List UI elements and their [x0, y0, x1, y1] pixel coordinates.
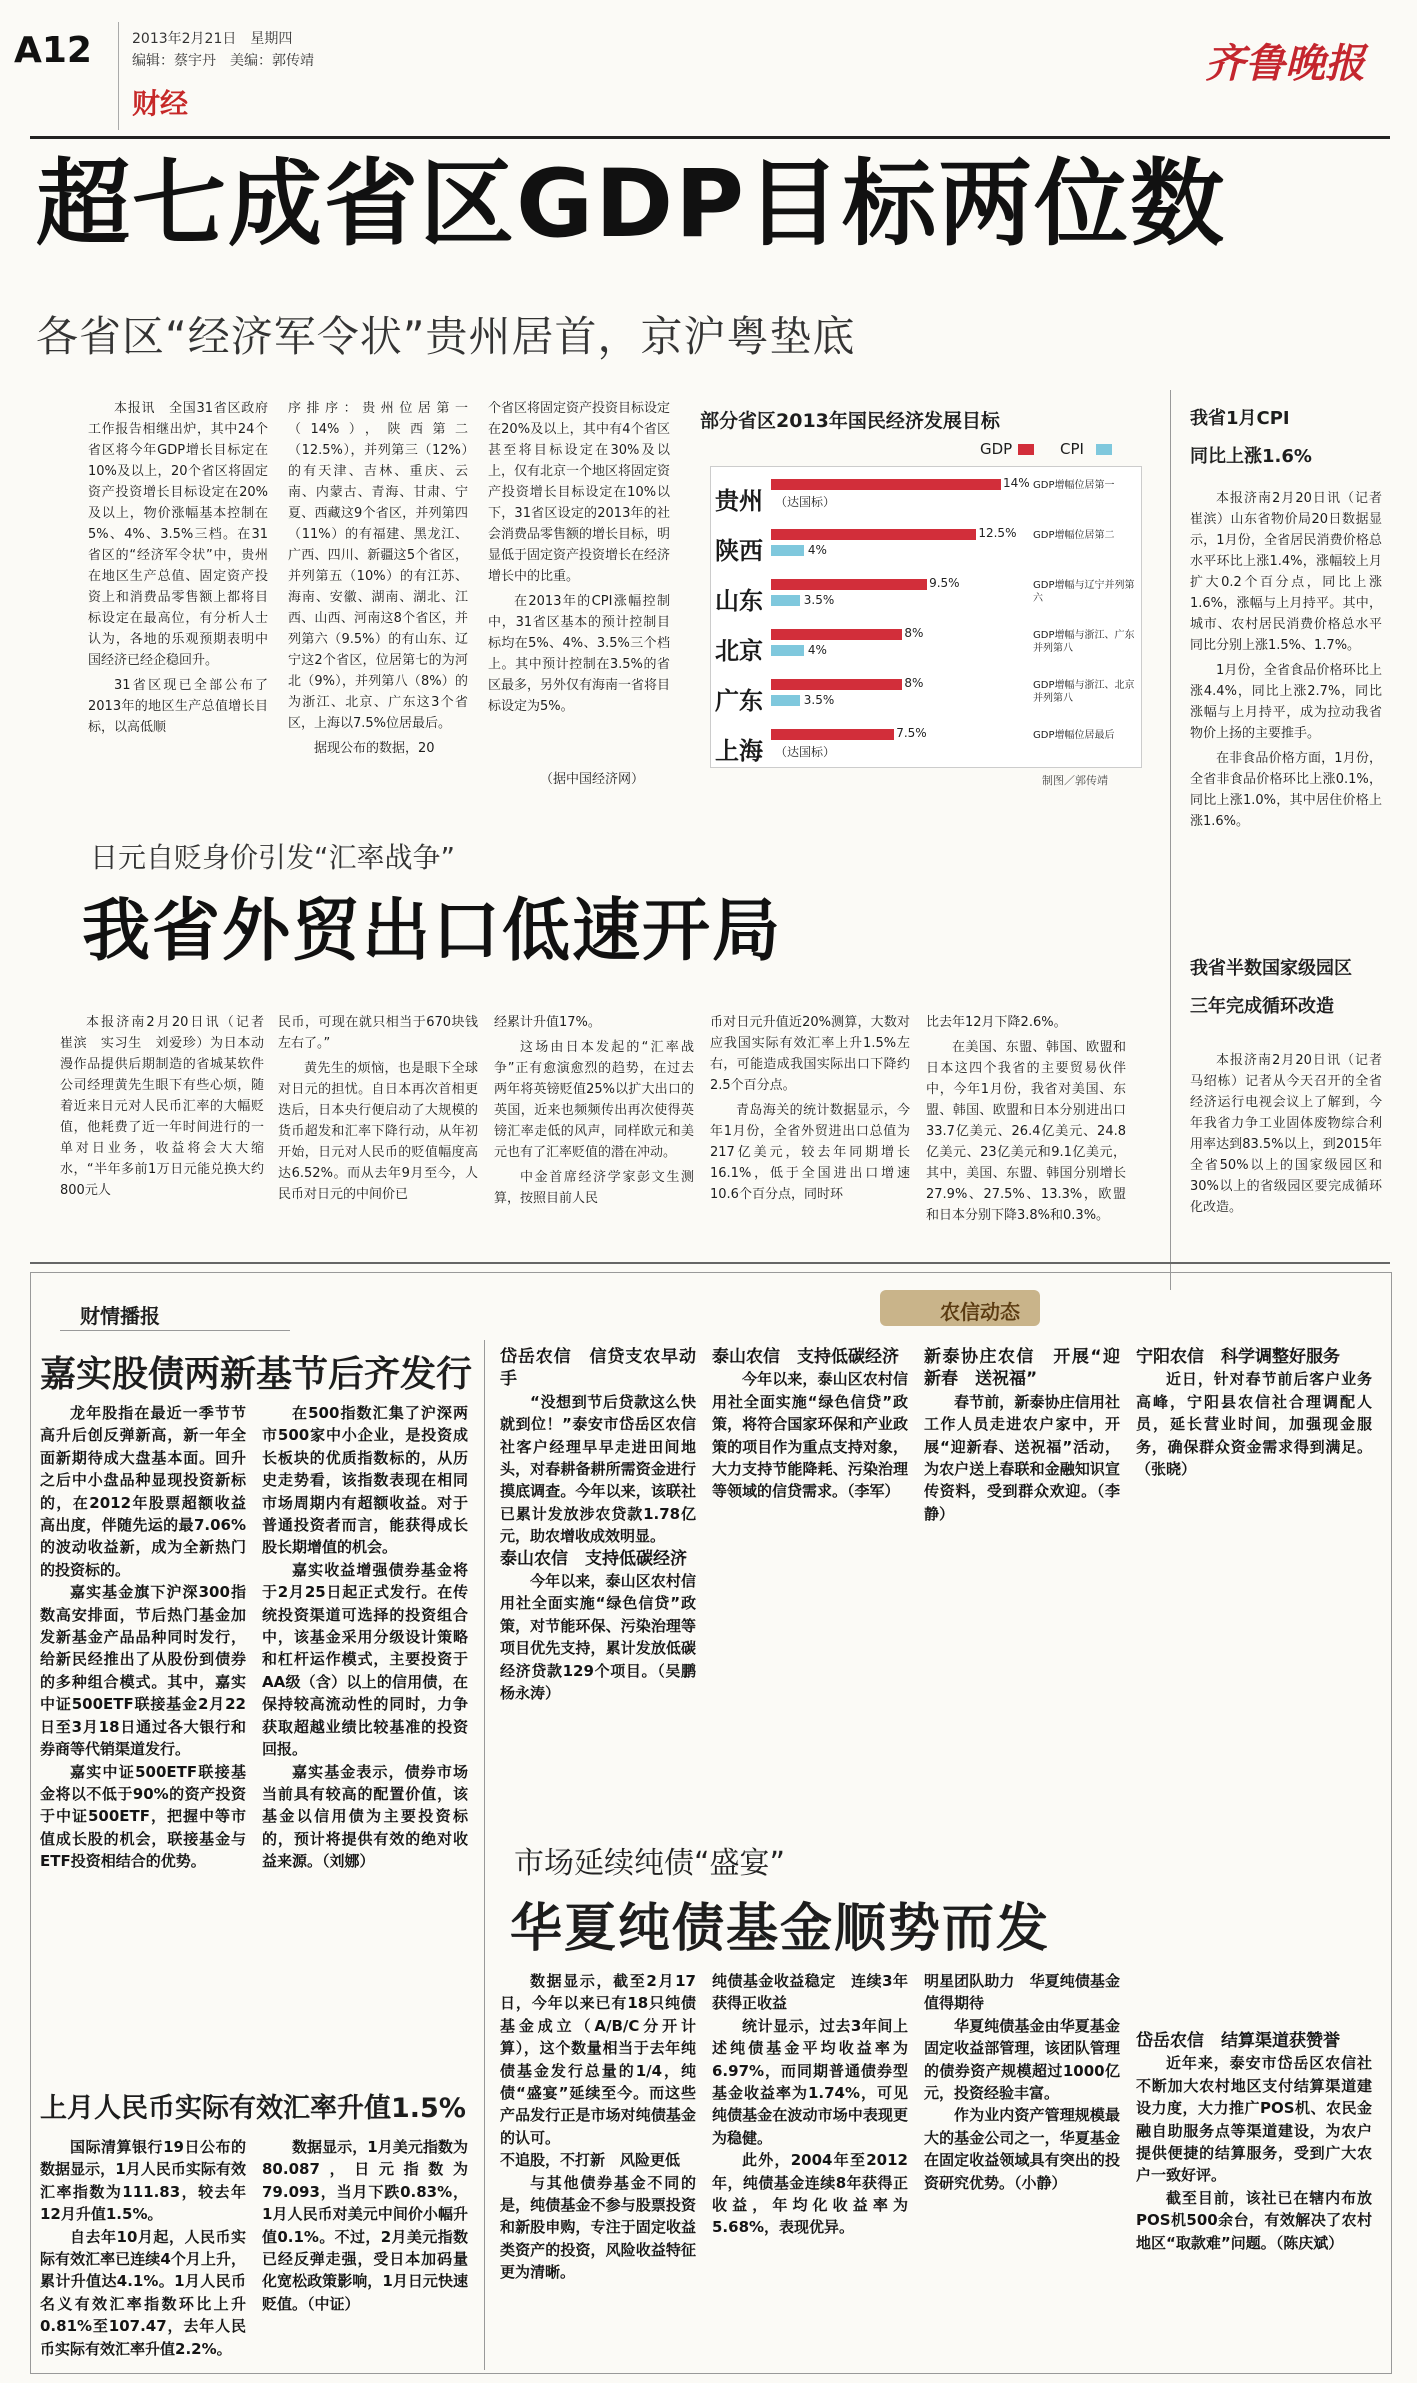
bond-col-2 — [712, 1970, 908, 2370]
paragraph: 嘉实基金表示，债券市场当前具有较高的配置价值，该基金以信用债为主要投资标的，预计将提供有效的绝对收益来源。（刘娜） — [262, 1762, 468, 1871]
paragraph: 岱岳农信 结算渠道获赞誉 — [1136, 2031, 1340, 2051]
bond-title: 华夏纯债基金顺势而发 — [510, 1886, 1060, 1961]
trade-col-3 — [494, 1012, 694, 1244]
rmb-col-2 — [262, 2136, 468, 2362]
nongxin-tag-label: 农信动态 — [940, 1300, 1020, 1324]
gdp-value-label: 8% — [904, 676, 924, 690]
chart-annotation: GDP增幅位居最后 — [1033, 730, 1115, 741]
paragraph: 在2013年的CPI涨幅控制中，31省区基本的预计控制目标均在5%、4%、3.5%三个档上。其中预计控制在3.5%的省区最多，另外仅有海南一省将目标设定为5%。 — [488, 594, 671, 714]
paragraph: 宁阳农信 科学调整好服务 — [1136, 1347, 1340, 1367]
trade-title: 我省外贸出口低速开局 — [82, 892, 783, 971]
gdp-chart — [690, 396, 1152, 796]
gdp-bar — [771, 579, 927, 590]
paragraph: 据现公布的数据，20 — [314, 741, 435, 756]
paragraph: 作为业内资产管理规模最大的基金公司之一，华夏基金在固定收益领域具有突出的投资研究优势。（小静） — [924, 2106, 1120, 2192]
paragraph: 在美国、东盟、韩国、欧盟和日本这四个我省的主要贸易伙伴中，今年1月份，我省对美国、东盟、韩国、欧盟和日本分别进出口33.7亿美元、26.4亿美元、24.8亿美元、23亿美元和9.1亿美元，其中，美国、东盟、韩国分别增长27.9%、27.5%、13.3%，欧盟和日本分别下降3.8%和0.3%。 — [926, 1040, 1126, 1223]
gdp-value-label: 12.5% — [978, 526, 1017, 540]
gdp-bar — [771, 529, 976, 540]
cpi-bar — [771, 545, 804, 556]
paragraph: 近日，针对春节前后客户业务高峰，宁阳县农信社合理调配人员，延长营业时间，加强现金服务，确保群众资金需求得到满足。（张晓） — [1136, 1370, 1372, 1479]
fund-title: 嘉实股债两新基节后齐发行 — [40, 1354, 473, 1395]
lead-source: （据中国经济网） — [540, 772, 645, 787]
cpi-value-label: 4% — [807, 543, 827, 557]
paragraph: 本报济南2月20日讯（记者 崔滨 实习生 刘爱珍）为日本动漫作品提供后期制造的省城某软件公司经理黄先生眼下有些心烦，随着近来日元对人民币汇率的大幅贬值，他耗费了近一年时间进行的一单对日业务，收益将会大大缩水，“半年多前1万日元能兑换大约800元人 — [60, 1015, 278, 1198]
paragraph: 本报济南2月20日讯（记者 崔滨）山东省物价局20日数据显示，1月份，全省居民消费价格总水平环比上涨1.4%，涨幅较上月扩大0.2个百分点，同比上涨1.6%，涨幅与上月持平。其中，城市、农村居民消费价格总水平同比分别上涨1.5%、1.7%。 — [1190, 491, 1396, 653]
paragraph: 嘉实中证500ETF联接基金将以不低于90%的资产投资于中证500ETF，把握中等市值成长股的机会，联接基金与ETF投资相结合的优势。 — [40, 1762, 246, 1871]
bond-col-3 — [924, 1970, 1120, 2370]
lead-col-1 — [88, 398, 268, 790]
paragraph: 纯债基金收益稳定 连续3年获得正收益 — [712, 1972, 908, 2013]
cpi-value-label: 3.5% — [803, 593, 835, 607]
gdp-bar — [771, 679, 902, 690]
paragraph: 黄先生的烦恼，也是眼下全球对日元的担忧。自日本再次首相更迭后，日本央行便启动了大规模的货币超发和汇率下降行动，从年初开始，日元对人民币的贬值幅度高达6.52%。而从去年9月至今，人民币对日元的中间价已 — [278, 1061, 478, 1202]
paragraph: 青岛海关的统计数据显示，今年1月份，全省外贸进出口总值为217亿美元，较去年同期增长16.1%，低于全国进出口增速10.6个百分点，同时环 — [710, 1103, 910, 1202]
lead-col-2 — [288, 398, 468, 790]
paragraph: 本报讯 全国31省区政府工作报告相继出炉，其中24个省区将今年GDP增长目标定在10%及以上，20个省区将固定资产投资增长目标设定在20%及以上，物价涨幅基本控制在5%、4%、3.5%三档。在31省区的“经济军令状”中，贵州在地区生产总值、固定资产投资上和消费品零售额上都将目标设定在最高位，有分析人士认为，各地的乐观预期表明中国经济已经企稳回升。 — [88, 401, 268, 668]
paragraph: 本报济南2月20日讯（记者 马绍栋）记者从今天召开的全省经济运行电视会议上了解到，今年我省力争工业固体废物综合利用率达到83.5%以上，到2015年全省50%以上的国家级园区和30%以上的省级园区要完成循环化改造。 — [1190, 1053, 1396, 1215]
chart-credit: 制图／郭传靖 — [1042, 774, 1108, 787]
category-label: 山东 — [715, 587, 763, 615]
editor-line: 编辑：蔡宇丹 美编：郭传靖 — [132, 53, 314, 69]
category-label: 贵州 — [715, 487, 763, 515]
chart-annotation: GDP增幅与辽宁并列第六 — [1033, 580, 1135, 604]
top-rule — [30, 136, 1390, 139]
paragraph: 个省区将固定资产投资目标设定在20%及以上，其中有4个省区甚至将目标设定在30%及以上，仅有北京一个地区将固定资产投资增长目标设定在10%以下，31省区设定的2013年的社会消费品零售额的增长目标，明显低于固定资产投资增长在经济增长中的比重。 — [488, 401, 671, 584]
paragraph: 泰山农信 支持低碳经济 — [500, 1548, 687, 1569]
paragraph: 币对日元升值近20%测算，大数对应我国实际有效汇率上升1.5%左右，可能造成我国实际出口下降约2.5个百分点。 — [710, 1015, 910, 1093]
cpi-story-title: 我省1月CPI 同比上涨1.6% — [1190, 408, 1312, 467]
paragraph: 嘉实收益增强债券基金将于2月25日起正式发行。在传统投资渠道可选择的投资组合中，该基金采用分级设计策略和杠杆运作模式，主要投资于AA级（含）以上的信用债，在保持较高流动性的同时，力争获取超越业绩比较基准的投资回报。 — [262, 1560, 468, 1759]
paragraph: 近年来，泰安市岱岳区农信社不断加大农村地区支付结算渠道建设力度，大力推广POS机、农民金融自助服务点等渠道建设，为农户提供便捷的结算服务，受到广大农户一致好评。 — [1136, 2054, 1372, 2185]
finance-tag-label: 财情播报 — [80, 1304, 160, 1328]
chart-plot-area — [710, 466, 1142, 768]
paragraph: 数据显示，截至2月17日，今年以来已有18只纯债基金成立（A/B/C分开计算），这个数量相当于去年纯债基金发行总量的1/4，纯债“盛宴”延续至今。而这些产品发行正是市场对纯债基金的认可。 — [500, 1972, 696, 2147]
paragraph: 华夏纯债基金由华夏基金固定收益部管理，该团队管理的债券资产规模超过1000亿元，投资经验丰富。 — [924, 2016, 1120, 2103]
paragraph: 在500指数汇集了沪深两市500家中小企业，是投资成长板块的优质指数标的，从历史走势看，该指数表现在相同市场周期内有超额收益。对于普通投资者而言，能获得成长股长期增值的机会。 — [262, 1404, 468, 1557]
nongxin-col-4 — [1136, 1346, 1372, 2016]
paragraph: 龙年股指在最近一季节节高升后创反弹新高，新一年全面新期待成大盘基本面。回升之后中小盘品种显现投资新标的，在2012年股票超额收益高出度，伴随先运的最7.06%的波动收益新，成为全新热门的投资标的。 — [40, 1404, 246, 1579]
gdp-value-label: 8% — [904, 626, 924, 640]
paragraph: 明星团队助力 华夏纯债基金值得期待 — [924, 1972, 1120, 2013]
rmb-title: 上月人民币实际有效汇率升值1.5% — [40, 2093, 466, 2124]
legend-cpi-label: CPI — [1060, 440, 1084, 458]
chart-annotation: GDP增幅与浙江、北京并列第八 — [1033, 680, 1135, 704]
category-label: 广东 — [715, 687, 763, 715]
column-divider — [484, 1340, 485, 2370]
finance-tag — [60, 1296, 290, 1331]
trade-col-1 — [60, 1012, 278, 1244]
paragraph: 截至目前，该社已在辖内布放POS机500余台，有效解决了农村地区“取款难”问题。（陈庆斌） — [1136, 2188, 1372, 2252]
rmb-col-1 — [40, 2136, 246, 2362]
cpi-bar — [771, 595, 800, 606]
paragraph: 今年以来，泰山区农村信用社全面实施“绿色信贷”政策，对节能环保、污染治理等项目优先支持，累计发放低碳经济贷款129个项目。（吴鹏 杨永涛） — [500, 1572, 712, 1703]
column-divider — [1170, 390, 1171, 1290]
paragraph: 不追股，不打新 风险更低 — [500, 2151, 681, 2170]
trade-col-2 — [278, 1012, 478, 1244]
paragraph: “没想到节后贷款这么快就到位！”泰安市岱岳区农信社客户经理早早走进田间地头，对春耕备耕所需资金进行摸底调查。今年以来，该联社已累计发放涉农贷款1.78亿元，助农增收成效明显。 — [500, 1392, 696, 1546]
paragraph: 民币，可现在就只相当于670块钱左右了。” — [278, 1015, 478, 1051]
paragraph: 新泰协庄农信 开展“迎新春 送祝福” — [924, 1347, 1120, 1390]
lead-title: 超七成省区GDP目标两位数 — [36, 150, 1227, 259]
bond-col-4 — [1136, 2030, 1372, 2370]
gdp-value-label: 14% — [1003, 476, 1030, 490]
bond-col-1 — [500, 1970, 696, 2370]
park-story-body — [1190, 1050, 1396, 1250]
fund-col-2 — [262, 1402, 468, 2062]
category-label: 陕西 — [715, 537, 763, 565]
cpi-value-label: （达国标） — [775, 745, 836, 759]
nongxin-tag — [860, 1290, 1160, 1330]
cpi-value-label: 4% — [807, 643, 827, 657]
paragraph: 与其他债券基金不同的是，纯债基金不参与股票投资和新股申购，专注于固定收益类资产的投资，风险收益特征更为清晰。 — [500, 2173, 696, 2282]
paragraph: 春节前，新泰协庄信用社工作人员走进农户家中，开展“迎新春、送祝福”活动，为农户送上春联和金融知识宣传资料，受到群众欢迎。（李静） — [924, 1392, 1120, 1523]
paragraph: 序排序：贵州位居第一（14%），陕西第二（12.5%），并列第三（12%）的有天津、吉林、重庆、云南、内蒙古、青海、甘肃、宁夏、西藏这9个省区，并列第四（11%）的有福建、黑龙江、广西、四川、新疆这5个省区，并列第五（10%）的有江苏、海南、安徽、湖南、湖北、江西、山西、河南这8个省区，并列第六（9.5%）的有山东、辽宁这2个省区，位居第七的为河北（9%），并列第八（8%）的为浙江、北京、广东这3个省区，上海以7.5%位居最后。 — [288, 401, 468, 731]
page-number: A12 — [14, 30, 92, 71]
gdp-value-label: 7.5% — [896, 726, 927, 740]
cpi-bar — [771, 695, 800, 706]
chart-annotation: GDP增幅位居第一 — [1033, 480, 1115, 491]
paragraph: 中金首席经济学家彭文生测算，按照目前人民 — [494, 1170, 694, 1206]
gdp-bar — [771, 479, 1001, 490]
gdp-bar — [771, 729, 894, 740]
masthead-divider — [118, 22, 119, 130]
cpi-value-label: 3.5% — [803, 693, 835, 707]
paragraph: 岱岳农信 信贷支农早动手 — [500, 1347, 696, 1390]
paragraph: 自去年10月起，人民币实际有效汇率已连续4个月上升，累计升值达4.1%。1月人民币名义有效汇率指数环比上升0.81%至107.47，去年人民币实际有效汇率升值2.2%。 — [40, 2227, 246, 2358]
paragraph: 这场由日本发起的“汇率战争”正有愈演愈烈的趋势，在过去两年将英镑贬值25%以扩大出口的英国，近来也频频传出再次使得英镑汇率走低的风声，同样欧元和美元也有了汇率贬值的潜在冲动。 — [494, 1040, 694, 1160]
legend-gdp-swatch — [1018, 444, 1034, 455]
paragraph: 今年以来，泰山区农村信用社全面实施“绿色信贷”政策，将符合国家环保和产业政策的项目作为重点支持对象，大力支持节能降耗、污染治理等领域的信贷需求。（李军） — [712, 1370, 908, 1501]
fund-col-1 — [40, 1402, 246, 2062]
lead-col-3 — [488, 398, 670, 770]
paragraph: 国际清算银行19日公布的数据显示，1月人民币实际有效汇率指数为111.83，较去年12月升值1.5%。 — [40, 2138, 246, 2224]
park-story-title: 我省半数国家级园区 三年完成循环改造 — [1190, 958, 1352, 1017]
trade-col-5 — [926, 1012, 1126, 1244]
paragraph: 经累计升值17%。 — [494, 1015, 601, 1030]
paragraph: 1月份，全省食品价格环比上涨4.4%，同比上涨2.7%，同比涨幅与上月持平，成为拉动我省物价上扬的主要推手。 — [1190, 663, 1382, 741]
bond-kicker: 市场延续纯债“盛宴” — [514, 1838, 793, 1882]
category-label: 上海 — [715, 737, 763, 765]
section-divider — [30, 1262, 1390, 1264]
paragraph: 泰山农信 支持低碳经济 — [712, 1347, 899, 1367]
paragraph: 统计显示，过去3年间上述纯债基金平均收益率为6.97%，而同期普通债券型基金收益率为1.74%，可见纯债基金在波动市场中表现更为稳健。 — [712, 2016, 908, 2147]
paragraph: 此外，2004年至2012年，纯债基金连续8年获得正收益，年均化收益率为5.68%，表现优异。 — [712, 2151, 908, 2237]
masthead — [0, 0, 1417, 120]
chart-title: 部分省区2013年国民经济发展目标 — [700, 410, 1000, 432]
cpi-value-label: （达国标） — [775, 495, 836, 509]
chart-annotation: GDP增幅位居第二 — [1033, 530, 1115, 541]
chart-annotation: GDP增幅与浙江、广东并列第八 — [1033, 630, 1135, 654]
legend-cpi-swatch — [1096, 444, 1112, 455]
paragraph: 在非食品价格方面，1月份，全省非食品价格环比上涨0.1%，同比上涨1.0%，其中居住价格上涨1.6%。 — [1190, 751, 1382, 829]
gdp-bar — [771, 629, 902, 640]
trade-col-4 — [710, 1012, 910, 1244]
paragraph: 数据显示，1月美元指数为80.087，日元指数为79.093，当月下跌0.83%，1月人民币对美元中间价小幅升值0.1%。不过，2月美元指数已经反弹走强，受日本加码量化宽松政策影响，1月日元快速贬值。（中证） — [262, 2138, 468, 2313]
paragraph: 嘉实基金旗下沪深300指数高安排面，节后热门基金加发新基金产品品种同时发行，给新民经推出了从股份到债券的多种组合模式。其中，嘉实中证500ETF联接基金2月22日至3月18日通过各大银行和券商等代销渠道发行。 — [40, 1583, 246, 1759]
trade-kicker: 日元自贬身价引发“汇率战争” — [90, 841, 456, 874]
paper-logo: 齐鲁晚报 — [1205, 40, 1365, 87]
cpi-story-body — [1190, 488, 1396, 928]
lead-subtitle: 各省区“经济军令状”贵州居首，京沪粤垫底 — [36, 312, 856, 361]
paragraph: 31省区现已全部公布了2013年的地区生产总值增长目标，以高低顺 — [88, 678, 268, 735]
legend-gdp-label: GDP — [980, 440, 1013, 458]
category-label: 北京 — [715, 637, 763, 665]
cpi-bar — [771, 645, 804, 656]
section-label: 财经 — [132, 87, 189, 120]
gdp-value-label: 9.5% — [929, 576, 960, 590]
paragraph: 比去年12月下降2.6%。 — [926, 1015, 1067, 1030]
issue-date: 2013年2月21日 星期四 — [132, 31, 293, 47]
